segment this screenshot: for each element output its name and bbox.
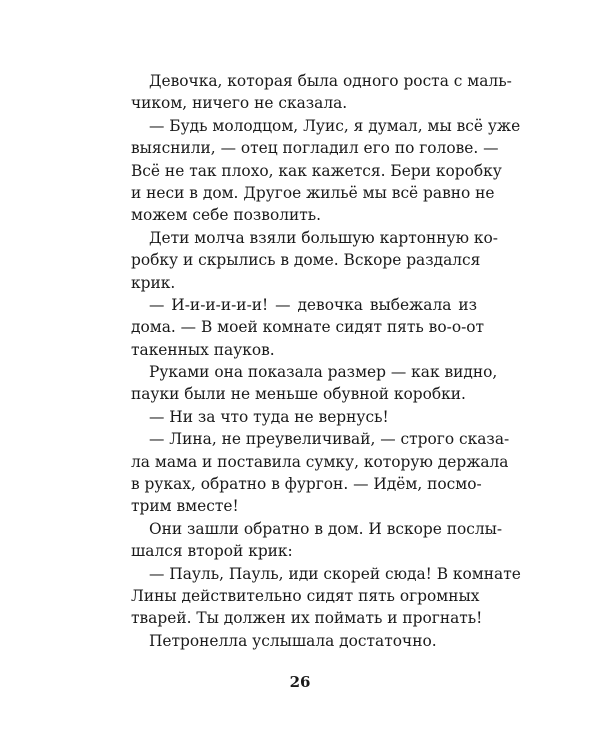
text-line: Петронелла услышала достаточно. [149,631,437,650]
text-line: крик. [131,273,176,292]
text-line: выяснили, — отец погладил его по голове. — [131,139,499,158]
text-line: дома. — В моей комнате сидят пять во-о-от [131,318,485,337]
text-line: Дети молча взяли большую картонную ко- [149,228,498,247]
text-line: тварей. Ты должен их поймать и прогнать! [131,609,483,628]
text-line: — Пауль, Пауль, иди скорей сюда! В комнате [149,564,521,583]
text-line: Девочка, которая была одного роста с маль- [149,72,512,90]
text-line: — Будь молодцом, Луис, я думал, мы всё уже [149,116,521,135]
text-line: робку и скрылись в доме. Вскоре раздался [131,251,481,270]
text-line: шался второй крик: [131,542,293,561]
text-line: такенных пауков. [131,340,275,359]
text-line: чиком, ничего не сказала. [131,94,348,113]
text-line: — Ни за что туда не вернусь! [149,407,389,426]
text-line: в руках, обратно в фургон. — Идём, посмо- [131,475,482,494]
text-line: Всё не так плохо, как кажется. Бери коробку [131,161,502,180]
text-line: трим вместе! [131,497,239,516]
text-line: пауки были не меньше обувной коробки. [131,385,466,404]
text-line: и неси в дом. Другое жильё мы всё равно не [131,183,495,202]
text-line: ла мама и поставила сумку, которую держала [131,452,509,471]
text-line: можем себе позволить. [131,206,322,225]
text-line: Руками она показала размер — как видно, [149,363,498,382]
text-line: — И-и-и-и-и-и! — девочка выбежала из [149,295,477,314]
text-line: Лины действительно сидят пять огромных [131,586,480,605]
text-line: — Лина, не преувеличивай, — строго сказа- [149,430,510,449]
page-number: 26 [289,673,311,691]
body-text [131,70,521,652]
text-line: Они зашли обратно в дом. И вскоре послы- [149,519,503,538]
